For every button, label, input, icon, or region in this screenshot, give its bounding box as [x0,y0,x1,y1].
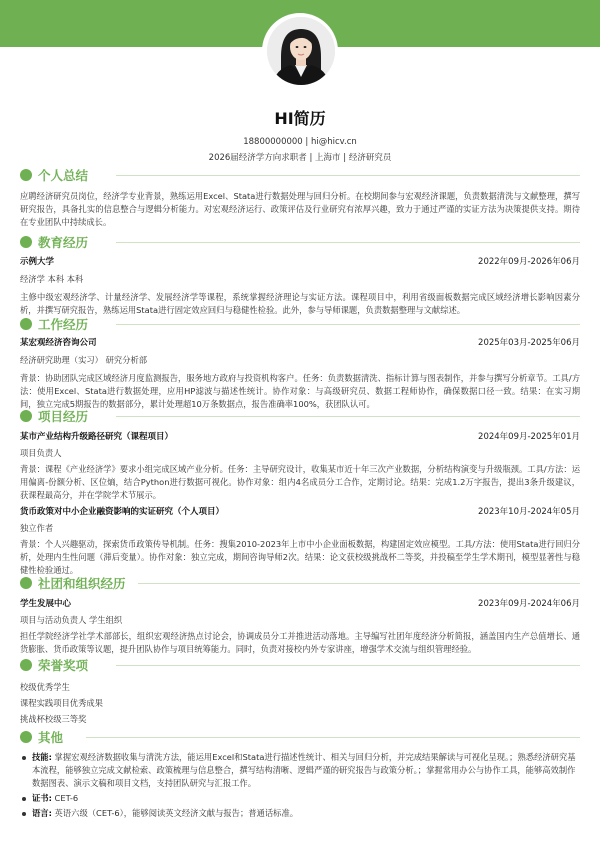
work-role: 经济研究助理（实习） 研究分析部 [20,355,148,365]
section-divider [116,416,580,417]
org-date: 2023年09月-2024年06月 [478,599,580,609]
education-date: 2022年09月-2026年06月 [478,257,580,267]
resume-name: HI简历 [274,109,326,128]
project-name: 某市产业结构升级路径研究（课程项目） [20,432,174,442]
list-item [20,807,580,820]
section-title: 教育经历 [38,235,89,250]
section-header [20,408,580,424]
section-title: 其他 [38,730,64,745]
project-role: 项目负责人 [20,448,62,458]
avatar-photo [267,17,335,85]
section-bullet-icon [20,169,32,181]
section-divider [116,242,580,243]
section-organization [20,575,580,656]
project-name: 货币政策对中小企业融资影响的实证研究（个人项目） [20,507,225,517]
work-row [20,336,580,350]
section-header [20,167,580,183]
job-intent: 2026届经济学方向求职者 | 上海市 | 经济研究员 [208,153,392,163]
org-name: 学生发展中心 [20,599,72,609]
section-title: 工作经历 [38,317,89,332]
award-item: 挑战杯校级三等奖 [20,714,87,724]
cert-label: 证书: [32,793,52,803]
section-header [20,729,580,745]
project-date: 2023年10月-2024年05月 [478,507,580,517]
section-divider [86,737,580,738]
section-title: 项目经历 [38,409,89,424]
org-role: 项目与活动负责人 学生组织 [20,615,123,625]
list-item [20,792,580,805]
list-item [20,751,580,790]
section-header [20,657,580,673]
skills-label: 技能: [32,752,52,762]
section-education [20,234,580,317]
section-divider [138,583,580,584]
section-bullet-icon [20,577,32,589]
section-summary [20,167,580,229]
contact-info: 18800000000 | hi@hicv.cn [243,137,357,147]
education-degree: 经济学 本科 本科 [20,274,84,284]
project-role: 独立作者 [20,523,54,533]
org-text: 担任学院经济学社学术部部长，组织宏观经济热点讨论会，协调成员分工并推进活动落地。主导编写社团年度经济分析简报，涵盖国内生产总值增长、通货膨胀、货币政策等议题，提升团队协作与项目统筹能力。同时，负责对接校内外专家讲座，增强学术交流与组织管理经验。 [20,631,580,654]
skills-text: 掌握宏观经济数据收集与清洗方法，能运用Excel和Stata进行描述性统计、相关与回归分析，并完成结果解读与可视化呈现。；熟悉经济研究基本流程，能够独立完成文献检索、政策梳理与信息整合，撰写结构清晰、逻辑严谨的研究报告与政策分析。；掌握常用办公与协作工具，能够高效制作数据图表、演示文稿和项目文档，支持团队研究与汇报工作。 [32,752,576,788]
section-title: 荣誉奖项 [38,658,89,673]
section-work [20,316,580,411]
work-date: 2025年03月-2025年06月 [478,338,580,348]
project-text: 背景：个人兴趣驱动，探索货币政策传导机制。任务：搜集2010-2023年上市中小企业面板数据，构建固定效应模型。工具/方法：使用Stata进行回归分析，处理内生性问题（滞后变量）。协作对象：独立完成，期间咨询导师2次。结果：论文获校级挑战杯二等奖，并投稿至学生学术期刊，模型显著性与稳健性检验通过。 [20,539,580,575]
section-divider [116,324,580,325]
section-divider [116,175,580,176]
company-name: 某宏观经济咨询公司 [20,338,97,348]
section-bullet-icon [20,410,32,422]
education-row [20,255,580,269]
award-item: 课程实践项目优秀成果 [20,698,103,708]
language-text: 英语六级（CET-6），能够阅读英文经济文献与报告；普通话标准。 [51,808,299,818]
section-projects [20,408,580,577]
section-bullet-icon [20,236,32,248]
project-date: 2024年09月-2025年01月 [478,432,580,442]
project-text: 背景：课程《产业经济学》要求小组完成区域产业分析。任务：主导研究设计，收集某市近十年三次产业数据，分析结构演变与升级瓶颈。工具/方法：运用偏离-份额分析、区位熵，结合Python进行数据可视化。协作对象：组内4名成员分工合作，定期讨论。结果：完成1.2万字报告，提出3条升级建议，获课程最高分，并在学院学术节展示。 [20,464,580,500]
section-header [20,316,580,332]
project-row [20,505,580,519]
section-title: 社团和组织经历 [38,576,126,591]
section-header [20,234,580,250]
education-text: 主修中级宏观经济学、计量经济学、发展经济学等课程，系统掌握经济理论与实证方法。课程项目中，利用省级面板数据完成区域经济增长影响因素分析，并撰写研究报告，熟练运用Stata进行固定效应回归与稳健性检验。此外，参与导师课题，负责数据整理与文献综述。 [20,292,580,315]
award-item: 校级优秀学生 [20,682,70,692]
avatar [267,17,335,85]
section-bullet-icon [20,318,32,330]
work-text: 背景：协助团队完成区域经济月度监测报告，服务地方政府与投资机构客户。任务：负责数据清洗、指标计算与图表制作，并参与撰写分析章节。工具/方法：使用Excel、Stata进行数据处理，应用HP滤波与描述性统计。协作对象：与高级研究员、数据工程师协作，确保数据口径一致。结果：在实习期间，独立完成5期报告的数据部分，累计处理超10万条数据点，报告准确率100%，获团队认可。 [20,373,580,409]
project-row [20,430,580,444]
org-row [20,597,580,611]
other-list [20,751,580,820]
section-bullet-icon [20,659,32,671]
section-awards [20,657,580,726]
section-title: 个人总结 [38,168,89,183]
section-header [20,575,580,591]
cert-text: CET-6 [51,793,79,803]
section-other [20,729,580,822]
section-bullet-icon [20,731,32,743]
language-label: 语言: [32,808,52,818]
summary-text: 应聘经济研究员岗位，经济学专业背景，熟练运用Excel、Stata进行数据处理与回归分析。在校期间参与宏观经济课题，负责数据清洗与文献整理，撰写研究报告，具备扎实的信息整合与逻辑分析能力。对宏观经济运行、政策评估及行业研究有浓厚兴趣，致力于通过严谨的实证方法为决策提供支持。期待在专业团队中持续成长。 [20,191,580,227]
section-divider [116,665,580,666]
school-name: 示例大学 [20,257,55,267]
